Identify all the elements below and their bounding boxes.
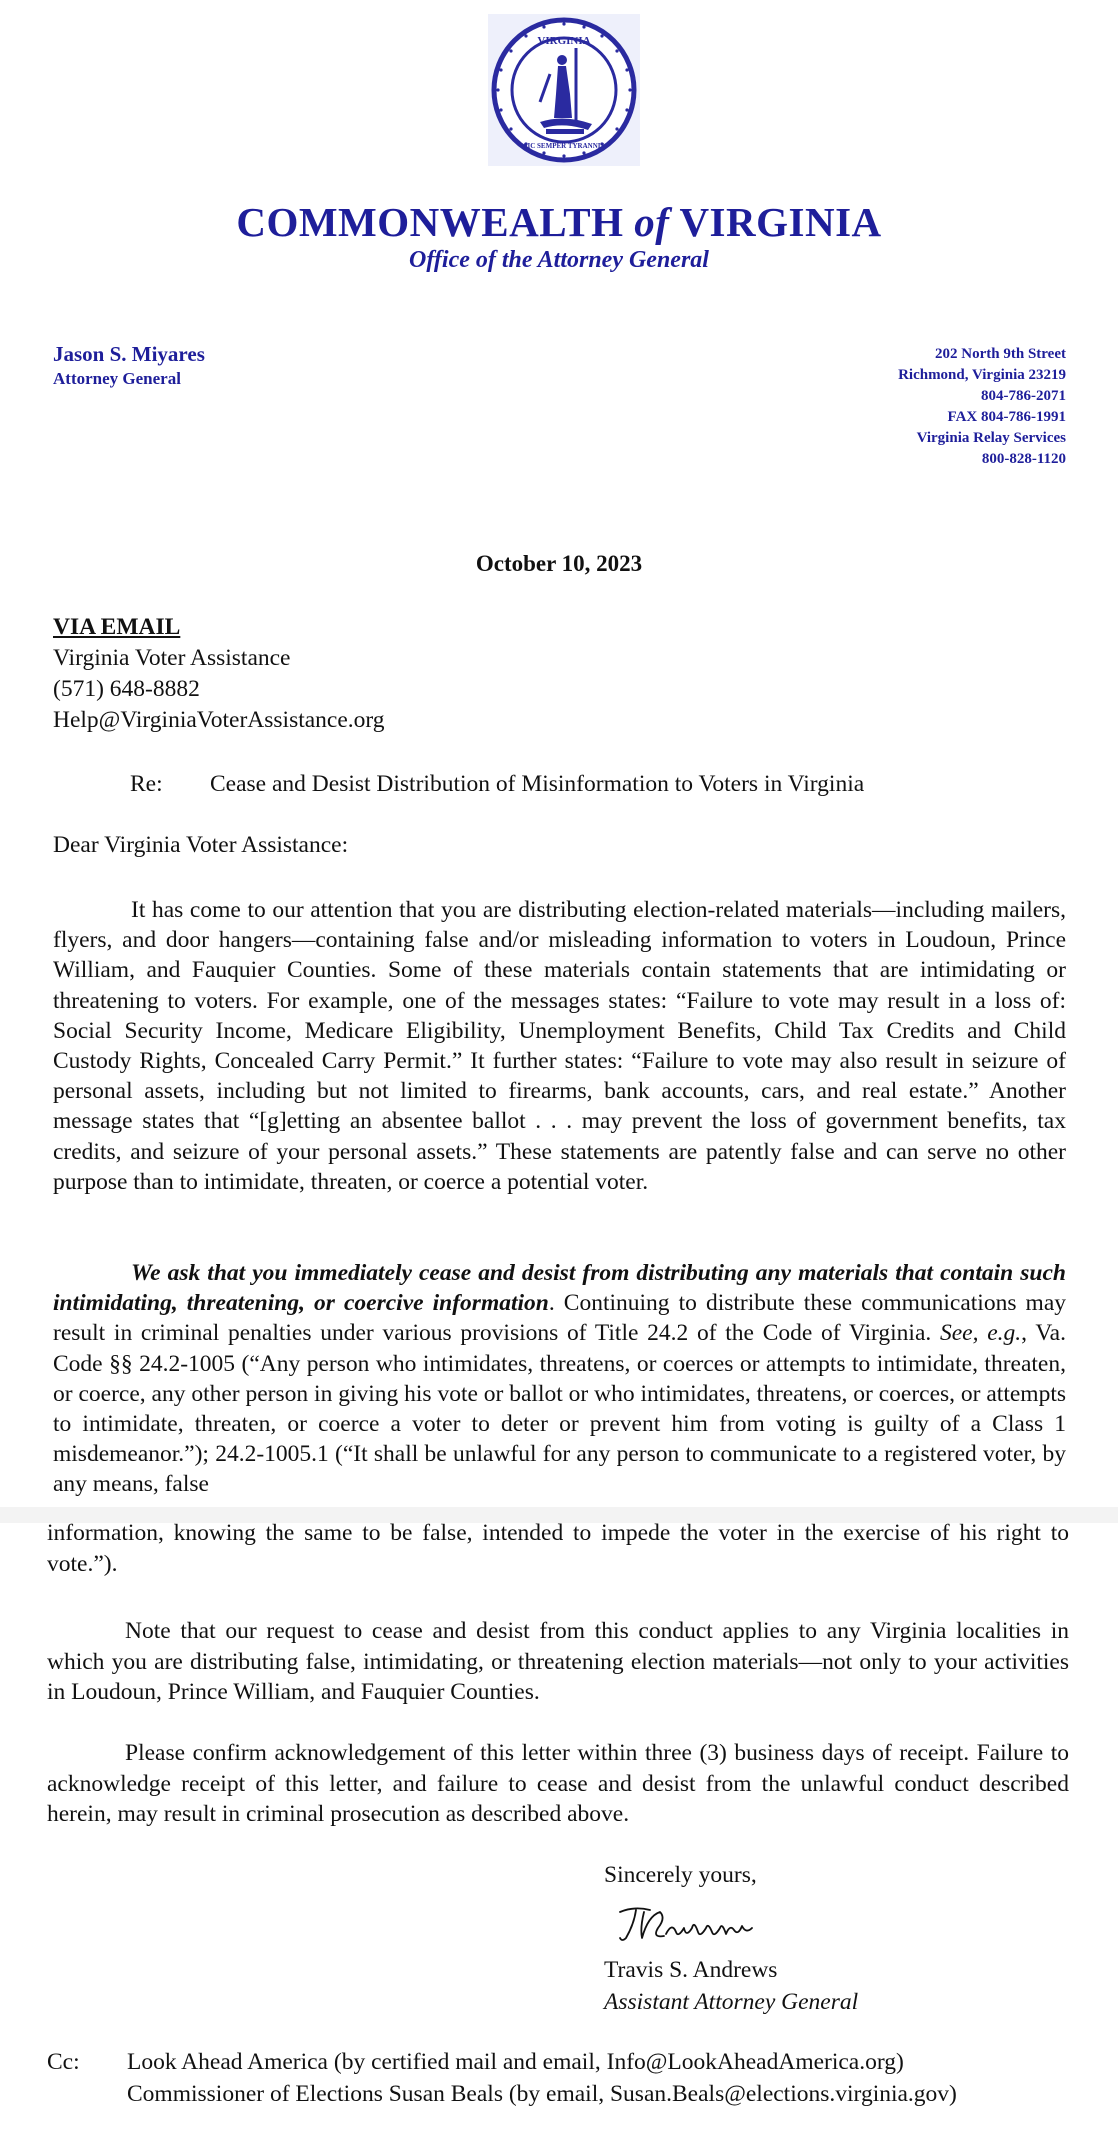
signer-name: Travis S. Andrews xyxy=(604,1957,778,1983)
subject-text: Cease and Desist Distribution of Misinformation to Voters in Virginia xyxy=(210,771,865,797)
sender-title: Attorney General xyxy=(53,369,181,388)
seal-text-bottom: SIC SEMPER TYRANNIS xyxy=(523,142,605,150)
signer-block xyxy=(604,1954,858,2018)
handwritten-signature xyxy=(614,1898,764,1948)
closing: Sincerely yours, xyxy=(604,1862,757,1888)
body-paragraph-1 xyxy=(53,895,1066,1197)
paragraph-1-text: It has come to our attention that you are distributing election-related materials—including mailers, flyers, and door hangers—containing false and/or misleading information to voters in Loudoun, Prince William, and Fauquier Counties. Some of these materials contain statements that are intimidating or threatening to voters. For example, one of the messages states: “Failure to vote may result in a loss of: Social Security Income, Medicare Eligibility, Unemployment Benefits, Child Tax Credits and Child Custody Rights, Concealed Carry Permit.” It further states: “Failure to vote may also result in seizure of personal assets, including but not limited to firearms, bank accounts, cars, and real estate.” Another message states that “[g]etting an absentee ballot . . . may prevent the loss of government benefits, tax credits, and seizure of your personal assets.” These statements are patently false and can serve no other purpose than to intimidate, threaten, or coerce a potential voter. xyxy=(53,897,1066,1195)
cc-label: Cc: xyxy=(47,2049,80,2075)
address-street: 202 North 9th Street xyxy=(935,346,1066,362)
subject-line xyxy=(130,771,864,798)
sender-name: Jason S. Miyares xyxy=(53,342,205,366)
salutation: Dear Virginia Voter Assistance: xyxy=(53,832,349,858)
body-paragraph-2 xyxy=(53,1258,1066,1500)
office-address xyxy=(898,344,1066,470)
sender-block xyxy=(53,340,205,390)
letterhead-title xyxy=(0,198,1118,246)
recipient-block xyxy=(53,612,385,736)
paragraph-2-text-a: . Continuing to distribute these communications may result in criminal penalties under various provisions of Title 24.2 of the Code of Virginia. xyxy=(53,1290,1067,1347)
letterhead-title-of: of xyxy=(634,199,670,245)
letterhead-subtitle: Office of the Attorney General xyxy=(409,247,709,273)
paragraph-3-text: Note that our request to cease and desist from this conduct applies to any Virginia localities in which you are distributing false, intimidating, or threatening election materials—not only to your activities in Loudoun, Prince William, and Fauquier Counties. xyxy=(47,1618,1069,1705)
delivery-method: VIA EMAIL xyxy=(53,614,181,640)
paragraph-4-text: Please confirm acknowledgement of this letter within three (3) business days of receipt. Failure to acknowledge receipt of this letter, and failure to cease and desist from the unlawful conduct described herein, may result in criminal prosecution as described above. xyxy=(47,1740,1069,1827)
address-phone: 804-786-2071 xyxy=(981,388,1066,404)
paragraph-2-bold-text: We ask that you immediately cease and desist from distributing any materials that contain such intimidating, threatening, or coercive information xyxy=(53,1260,1066,1317)
recipient-email: Help@VirginiaVoterAssistance.org xyxy=(53,707,385,733)
address-city: Richmond, Virginia 23219 xyxy=(898,367,1066,383)
paragraph-2-text-b: , Va. Code §§ 24.2-1005 (“Any person who intimidates, threatens, or coerces or attempts to intimidate, threaten, or coerce, any other person in giving his vote or ballot or who intimidates, threatens, or coerces, or attempts to intimidate, threaten, or coerce a voter to deter or prevent him from voting is guilty of a Class 1 misdemeanor.”); 24.2-1005.1 (“It shall be unlawful for any person to communicate to a registered voter, by any means, false xyxy=(53,1320,1066,1498)
body-paragraph-4 xyxy=(47,1738,1069,1830)
address-fax: FAX 804-786-1991 xyxy=(947,409,1066,425)
subject-label: Re: xyxy=(130,771,163,797)
cc-item: Commissioner of Elections Susan Beals (by email, Susan.Beals@elections.virginia.gov) xyxy=(127,2081,957,2107)
seal-text-top: VIRGINIA xyxy=(537,35,591,47)
paragraph-2-see-signal: See, e.g. xyxy=(940,1320,1022,1347)
letterhead-title-pre: COMMONWEALTH xyxy=(236,199,635,245)
cc-item: Look Ahead America (by certified mail and email, Info@LookAheadAmerica.org) xyxy=(127,2049,904,2075)
letterhead-title-post: VIRGINIA xyxy=(669,199,882,245)
recipient-name: Virginia Voter Assistance xyxy=(53,645,291,671)
letter-date: October 10, 2023 xyxy=(475,551,643,576)
address-relay-phone: 800-828-1120 xyxy=(981,451,1066,467)
body-paragraph-2-continued: information, knowing the same to be false, intended to impede the voter in the exercise of his right to vote.”). xyxy=(47,1520,1069,1577)
virginia-seal-logo xyxy=(488,14,640,166)
body-paragraph-3 xyxy=(47,1616,1069,1708)
signer-title: Assistant Attorney General xyxy=(604,1989,859,2015)
address-relay: Virginia Relay Services xyxy=(916,430,1066,446)
cc-list xyxy=(127,2046,1118,2110)
recipient-phone: (571) 648-8882 xyxy=(53,676,200,702)
